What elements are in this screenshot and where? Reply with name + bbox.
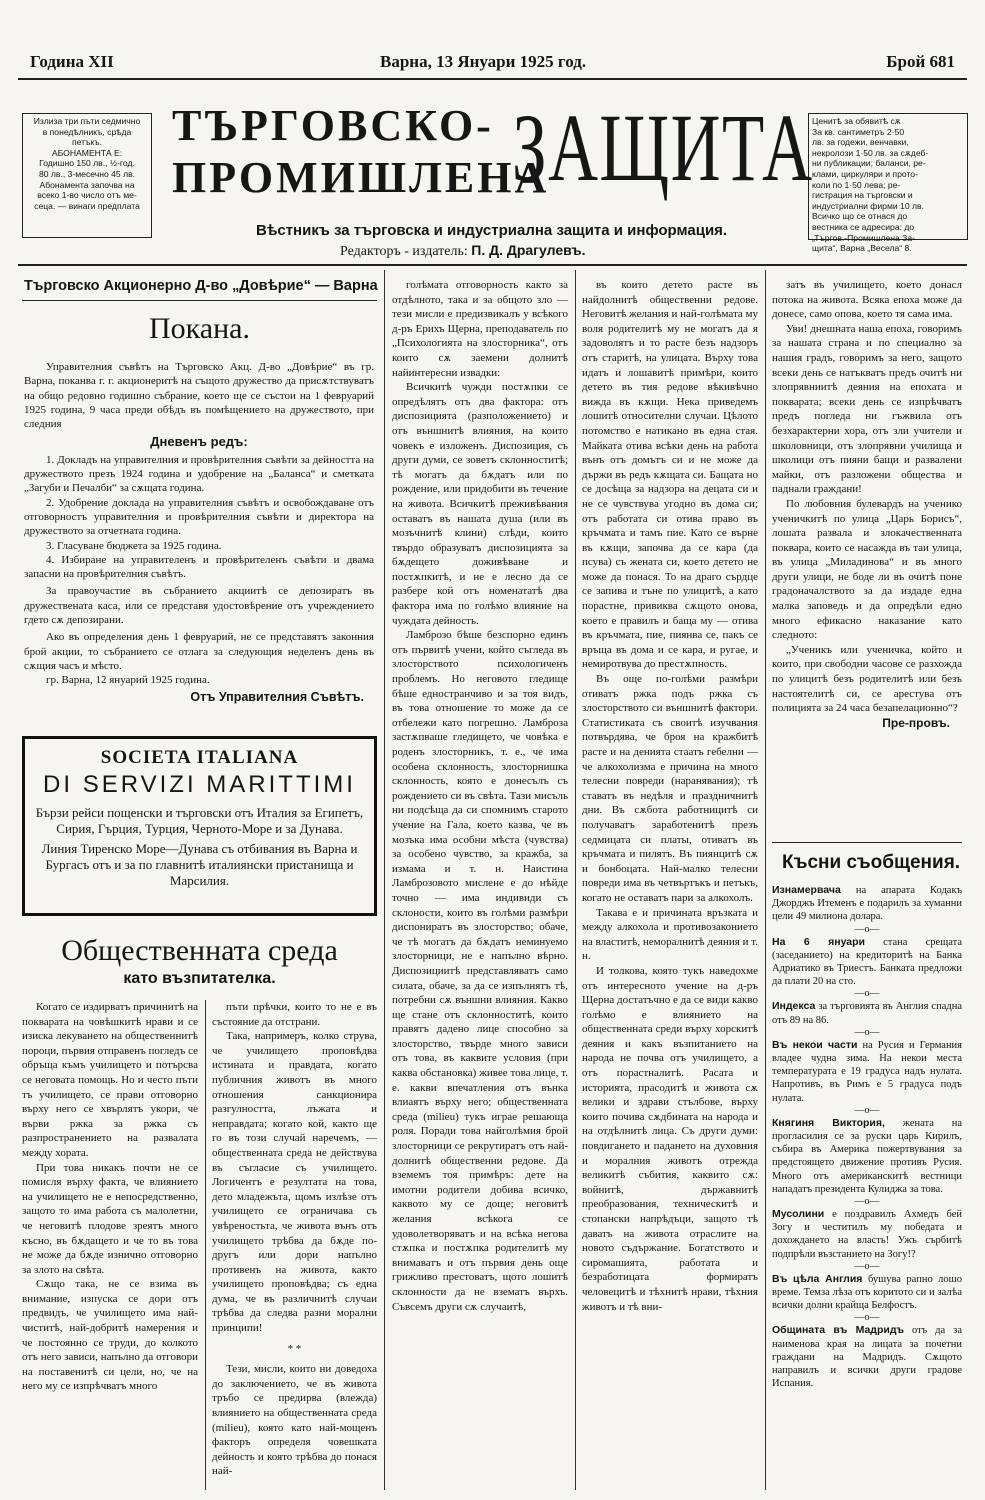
news-separator: —o— [854,1196,880,1208]
news-lead: Изнамервача [772,884,841,896]
editor-name: П. Д. Драгулевъ. [471,242,586,258]
news-lead: Въ цѣла Англия [772,1272,863,1285]
news-separator: —o— [854,923,880,935]
news-lead: Индекса [772,1000,816,1013]
news-separator: —o— [854,988,880,1000]
news-lead: Мусолини [772,1208,825,1221]
news-text: за търговията въ Англия спадна отъ 89 на 86. [772,1001,962,1026]
news-text: на Русия и Германия владее чудна зима. На некои места температурата е 19 градуса надъ нулата. Напротивъ, въ Римъ е 5 градуса подъ нулата. [772,1039,963,1104]
invitation-note: Ако въ определения день 1 февруарий, не се представятъ законния брой акции, то събранието се отлага за следующия неделенъ день въ сѫщия часъ и мѣсто. [24,631,374,672]
news-text: на апарата Кодакъ Джорджъ Итеменъ е подарилъ за хуманни цели 49 милиона долара. [772,885,963,923]
article-subtitle: като възпитателка. [123,970,276,987]
masthead-rule [18,264,967,266]
agenda-item: 1. Докладъ на управителния и провѣрителния съвѣти за дейността на дружеството презъ 1924 година и удобрение на „Баланса“ и сметката „Загуби и Печалби“ за сѫщата година. [24,453,374,495]
editor-line [340,242,585,260]
news-separator: —o— [854,1026,880,1038]
news-item [772,1208,962,1261]
ad-body2: Линия Тиренско Море—Дунава съ отбивания въ Варна и Бургасъ отъ и за по главнитѣ италиянски пристанища и Марсилия. [41,841,358,888]
date-line: Варна, 13 Януари 1925 год. [380,52,587,71]
news-item [772,884,962,924]
article-paragraph: пъти прѣчки, които то не е въ състояние да отстрани. [212,1001,377,1028]
short-news-title: Късни съобщения. [782,852,961,873]
ad-body1: Бързи рейси пощенски и търговски отъ Италия за Египетъ, Сирия, Гърция, Турция, Черното-Море и за Дунава. [35,805,364,836]
agenda-item: 3. Гласуване бюджета за 1925 година. [46,539,222,552]
column-rule [384,270,385,1490]
news-lead: Въ некои части [772,1038,858,1051]
issue-number: Брой 681 [886,52,955,71]
invitation-note: За правоучастие въ събранието акциитѣ се депозиратъ въ дружествената каса, или се представя удостовѣрение отъ учреждението гдето сѫ депозирани. [24,585,374,627]
company-rule [22,300,377,301]
article-paragraph: При това никакъ почти не се помисля върху факта, че влиянието на училището не е непосредственно, защото то има работа съ малолетни, че неговитѣ плодове зреятъ много късно, въ бѫдащето и че то въ това не може да бѫде изнично отговорно за злото на свѣта. [22,1161,198,1276]
article-title: Общественната среда [61,934,338,967]
top-rule [18,78,967,80]
masthead-subtitle: Вѣстникъ за търговска и индустриална защита и информация. [256,222,728,239]
subscription-box: Излиза три пъти седмично в понедѣлникъ, срѣда петъкъ. АБОНАМЕНТА Е: Годишно 150 лв., ½-год. 80 лв., 3-месечно 45 лв. Абонамента започва на всеко 1-во число отъ ме- сеца. — винаги предплата [22,113,152,238]
article-paragraph: Когато се издирватъ причинитѣ на покварата на човѣшкитѣ нрави и се изиска лекуването на общественнитѣ пороци, първия отправенъ погледъ се обръща къмъ училището и потърсва се неговата помощь. Но и често пъти тъ училището, се прави отговорно върху него се хвърлятъ укори, че върви ржка за ржка съ разпространението на развалата между хората. [22,1001,198,1159]
top-line [30,52,955,76]
news-text: е поздравилъ Ахмедъ бей Зогу и честитилъ му победата и дохождането на власть! Ужъ сърбитѣ подпрѣли възстанието на Зогу!? [772,1209,962,1260]
column-rule [765,270,766,1490]
article-paragraph: Всичкитѣ чужди постѫпки се опредѣлятъ отъ два фактора: отъ диспозицията (разположението) и отъ външнитѣ влияния, на които човекъ е изложенъ. Диспозиция, съ други думи, се зоветъ склонноститѣ; тѣ могатъ да бѫдатъ или по рождение, или придобити въ течение на живота. Всичкитѣ преживѣвания оставатъ въ нашата душа (или въ мозъчнитѣ клини) слѣди, които твърдо образуватъ диспозицията за бѫдещето доживѣване и постѫпкитѣ, и не е лесно да се разбере кой отъ номенататѣ два фактора има по голѣмо влияние на чуждата дейность. [392,381,568,627]
news-item [772,936,962,989]
article-paragraph: Сѫщо така, не се взима въ внимание, изпуска се дори отъ предвидъ, че училището има най-чиститѣ, най-добритѣ намерения и че постоянно се труди, до колкото отъ него зависи, напълно да отговори на поставенитѣ си цели, но, че на него му се изпрѣчватъ много [22,1278,198,1393]
article-paragraph: затъ въ училището, което донасл потока на живота. Всяка епоха може да донесе, само опова, което тя сама има. [772,279,962,321]
article-paragraph: голѣмата отговорность както за отдѣлното, така и за общото зло — тези мисли е предизвикалъ у всѣкого д-ръ Ерихъ Щерна, преподаватель по „Психологията на злосторника“, отъ които сѫ заемени долнитѣ найинтересни извадки: [392,279,568,379]
news-item [772,1273,962,1313]
news-item [772,1117,962,1196]
invitation-title: Покана. [149,312,250,345]
article-paragraph: По любовния булевардъ на ученико ученичкитѣ по улица „Царь Борисъ“, лошата развала и злокачественната поквара, които се насажда въ таи улица, въ улица „Миладинова“ и въ много други улици, не боде ли въ очитѣ поне градоначалството за да издаде една малка заповедь и да опредѣли едно много ефикасно наказание като следното: [772,497,962,642]
article-paragraph: Тези, мисли, които ни доведоха до заключението, че въ живота тръбо се предирва (влежда) влиянието на общественната среда (milieu), която като най-мощенъ факторъ определя човешката дейность и която трѣбва до понася най- [212,1363,377,1478]
masthead-title-line2: ПРОМИШЛЕНА [172,153,550,202]
agenda-item: 4. Избиране на управителенъ и провѣрителенъ съвѣти и двама запасни на провѣрителния съвѣтъ. [24,553,374,581]
news-separator: —o— [854,1312,880,1324]
article-paragraph: Такава е и причината връзката и между алкохола и противозаконието на властитѣ, неморалнитѣ деяния и т. н. [582,906,758,963]
news-text: отъ да за наименова края на лицата за почетни граждани на Мадридъ. Сѫщото направилъ и всички други градове Испания. [772,1325,962,1390]
article-column-4 [582,278,758,1490]
news-text: жената на прогласилия се за руски царь Кирилъ, събира въ Америка пожертвувания за предстоящето движение противъ Русия. Много отъ американскитѣ вестници нападатъ президента Кулиджа за това. [772,1117,963,1195]
masthead-title-line1: ТЪРГОВСКО- [172,101,494,150]
column-rule [575,270,576,1490]
article-column-5 [772,278,962,836]
editor-label: Редакторъ - издатель: [340,244,468,259]
news-item [772,1000,962,1026]
shipping-ad [22,736,377,916]
advert-rates-box: Ценитѣ за обявитѣ сѫ За кв. сантиметръ 2·50 лв. за годежи, венчавки, некролози 1·50 лв. за сѫдеб- ни публикации; баланси, ре- клами, циркуляри и прото- коли по 1·50 лева; ре- гистрация на търговски и индустриални фирми 10 лв. Всичко що се отнася до вестника се адресира: до „Търгов.-Промишлена За- щита“, Варна „Весела“ 8. [808,113,968,240]
article-paragraph: Уви! днешната наша епоха, говоримъ за нашата страна и по специално за нашия градъ, говоримъ за него, защото всеки день се натъкватъ предъ очитѣ ни злопрявниитѣ деяния на епохата и покварата; всеки день се изпрѣчватъ предъ погледа ни гъжвила отъ безхарактерни хора, отъ зли учители и школовници, отъ злопрявни училища и школици отъ пияни бащи и развалени майки, отъ разложени общества и паднали граждани! [772,322,962,496]
article-paragraph: И толкова, която тукъ наведохме отъ интересното учение на д-ръ Щерна достатъчно е да се види какво голѣмо е влиянието на общественната среди върху хорскитѣ деяния и какъ възпитанието на народа не почва отъ училището, а отъ порастналитѣ. Расата и историята, прасодитѣ и живота сѫ велики и здрави стълбове, върху които почива сѫдбината на народа и на отдѣлнитѣ лица. Съ други думи: повдигането и падането на духовния и моралния животъ отрежда великитѣ събития, каквито сѫ: войнитѣ, държавнитѣ преобразования, техническитѣ и стопански напрѣдъци, защото тѣ даватъ на живота отраслите на новото съдържание. Богатството и сиромашията, работата и безработицата формиратъ человецитѣ и тѣхнитѣ нрави, тѣхния животъ и тѣ вни- [582,964,758,1313]
article-column-1 [22,1000,198,1492]
ad-line1: SOCIETA ITALIANA [100,747,299,768]
news-lead: Общината въ Мадридъ [772,1324,905,1337]
company-heading: Търговско Акционерно Д-во „Довѣрие“ — Варна [24,278,378,294]
invitation-place: гр. Варна, 12 януарий 1925 година. [46,674,210,687]
news-separator: —o— [854,1260,880,1272]
article-author: Пре-провъ. [882,715,950,730]
column-rule [205,1000,206,1490]
news-lead: На 6 януари [772,935,865,948]
news-separator: —o— [854,1104,880,1116]
article-paragraph: Така, напримеръ, колко струва, че училището проповѣдва истината и правдата, когато публичния животъ въ много отношения санкционира разгулността, лъжата и неправдата; когато кой, както ще го въ този случай наречемъ, — общественната среда не действува въ съгласие съ училището. Логичентъ е резултата на това, дето младежъта, щомъ излѣзе отъ училището се ограничава съ увѣреностьта, че живота вънъ отъ училището трѣбва да бѫде по-другъ или дори напълно противенъ на живота, както училището проповѣдва; съ една дума, че въ различнитѣ случаи трѣбва да следва разни морални принципи! [212,1030,377,1335]
invitation-signature: Отъ Управителния Съвѣтъ. [190,689,364,704]
invitation-body [24,360,374,704]
article-paragraph: Въ още по-голѣми размѣри отиватъ ржка подъ ржка съ злосторството си външнитѣ фактори. Статистиката съ своитѣ изучвания потвърдява, че броя на кражбитѣ расте и на денията стаатъ гебелни — че алкохолизма е причина на много телесни повреди (наранявания); тѣ ставатъ въ недѣля и праздничнитѣ дни. Въ сѫбота работницитѣ си получаватъ заработенитѣ презъ седмицата си платы, отиватъ въ кръчмата и пилятъ. Въ пиянцитѣ сѫ и бонбоцата. Най-малко телесни повреди има въ четвъртъкъ и петъкъ, когато не оставатъ пари за алкохолъ. [582,673,758,904]
invitation-intro: Управителния съвѣтъ на Търговско Акц. Д-во „Довѣрие“ въ гр. Варна, поканва г. г. акционеритѣ на същото дружество да присѫтствуватъ на общо редовно годишно събрание, което ще се състои на 1 февруарий 1925 година, 9 часа преди обѣдъ въ помѣщението на дружеството, при следния [24,361,374,431]
news-text: стана срещата (заседанието) на кредиторитѣ на Банка Адриатико въ Триестъ. Банката предложи да плати 20 на сто. [772,936,962,988]
masthead-title-main: ЗАЩИТА [512,94,814,201]
news-item [772,1324,962,1390]
agenda-title: Дневенъ редъ: [150,434,248,450]
news-lead: Княгиня Виктория, [772,1116,885,1129]
article-paragraph: „Ученикъ или ученичка, който и които, при свободни часове се разхожда по улицитѣ безъ родителитѣ или безъ настоятелитѣ си, се арестува отъ полицията за 24 часа безапелационно“? [772,643,962,715]
section-break: * * [287,1342,302,1355]
short-news-list [772,884,962,1391]
article-column-3 [392,278,568,1490]
agenda-item: 2. Удобрение доклада на управителния съвѣтъ и освобождаване отъ отговорностъ управителния и провѣрителния съвѣти и директора на дружеството за отчетната година. [24,496,374,538]
year-label: Година XII [30,52,114,71]
news-item [772,1039,962,1105]
ad-line2: DI SERVIZI MARITTIMI [43,771,356,798]
article-column-2 [212,1000,377,1492]
article-paragraph: въ които детето расте въ найдолнитѣ общественни редове. Неговитѣ желания и най-голѣмата му воля родителитѣ му не могатъ да я задоволятъ и то расте безъ надзоръ отъ старитѣ, на улицата. Върху това идатъ и лошавитѣ примѣри, които детето въ тия редове вѣкивѣчно вижда въ кѫщи. Нека приведемъ лошитѣ относителни случаи. Цѣлото потомство е натикано въ една стая. Майката отива всѣки день на работа вънъ отъ домътъ си и не може да държи въ редъ кѫщата си. Бащата но се досѣща за надзора на децата си и не се чувствува угодно въ дома си; отъ работата си отива право въ кръчмата и тамъ пие. Като се върне въ кѫщи, започва да се кара (да псува) съ жената си, което детето не може да понася. То на драго сърдце се запива и тъне по улицитѣ, а като порастне, привиква сѫщото онова, което е правилъ и баща му — отива въ кръчмата, пие, пиянва се, пакъ се връща въ дома и се кара, и ругае, и немиротвува до престѫпность. [582,279,758,671]
news-rule [772,842,962,843]
news-text: бушува рапно лошо време. Темза лѣза отъ коритото си и залѣа всички долни крайща Белфостъ. [772,1273,963,1312]
article-paragraph: Ламброзо бѣше безспорно единъ отъ първитѣ учени, който съгледа въ злосторството психологиченъ проблемъ. Но неговото гледище бѣше едностранчиво и за тоя видъ, въ това отношение то може да се отбележи като погрешно. Ламброза застѫпваше гледището, че човѣка е роденъ злосторникъ, т. е., че има особена склонность, злосторнишка склонность, която е донесълъ съ рождението си въ свѣта. Тази мисъль ни подсѣща да си спомнимъ старото учение на Гала, което казва, че въ мозъка има особни мѣста (чувства) за особено чувство, за кражба, за измама и т. н. Наистина Ламброзовото мислене е до нѣйде точно — има индивиди съ склоности, които въ голѣми размѣри диспониратъ въ злосторство; обаче, че тѣ могатъ да бѫдатъ неминуемо злосторници, не е напълно вѣрно. Диспозициитѣ представляватъ само силата, обаче, за да се изпълнятъ тѣ, потребни сѫ външни влияния. Какво ще стане отъ склонноститѣ, които правятъ дадено лице способно за злосторство, твърде много зависи отъ това, въ каквите условия (при каква обстановка) живее това лице, т. е. какви впечатления отъ вънка влиаятъ върху него; общественната среда (milieu) тукъ играе решающа роля. Поради това найголѣмия брой злосторници се рекрутиратъ отъ най-долнитѣ общественни редове. Да вземемъ тоя примѣръ: дете на имотни родители добива всичко, каквото му се доще; неговитѣ желания всѣкога се удоволетворяватъ и на всѣка негова стѫпка и постѫпка родителитѣ му внимаватъ и отъ първия день още грижливо престоватъ, щото лошитѣ склонности да не взематъ върхъ. Съвсемъ други сѫ случаитѣ, [392,629,568,1313]
